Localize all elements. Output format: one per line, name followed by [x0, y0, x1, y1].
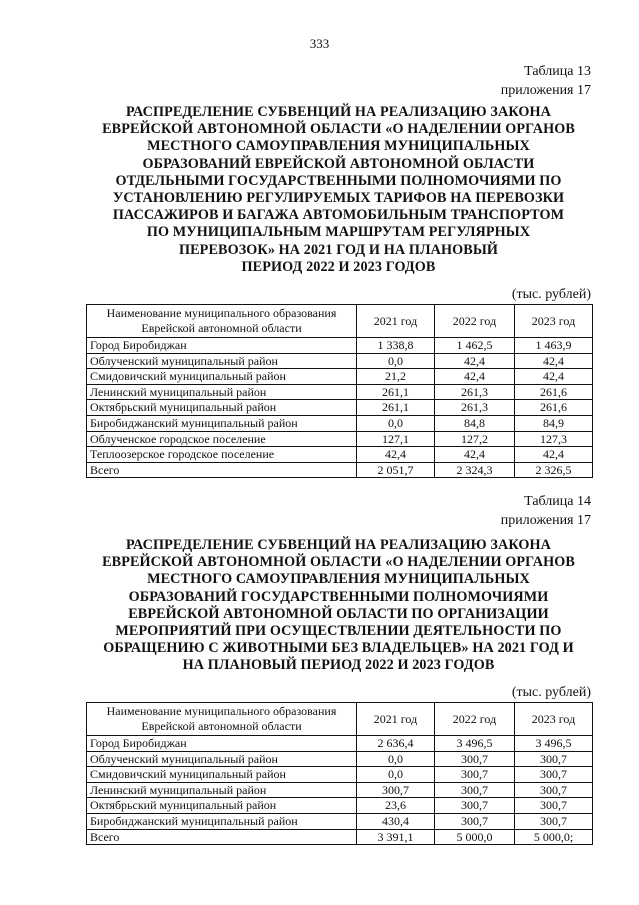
value-2022-cell: 3 496,5 [435, 736, 515, 752]
value-2021-cell: 300,7 [357, 782, 435, 798]
column-header-2023: 2023 год [515, 305, 593, 338]
value-2022-cell: 300,7 [435, 813, 515, 829]
total-label-cell: Всего [87, 829, 357, 845]
title-line: РАСПРЕДЕЛЕНИЕ СУБВЕНЦИЙ НА РЕАЛИЗАЦИЮ ЗАКОНА [126, 537, 551, 553]
municipality-cell: Биробиджанский муниципальный район [87, 813, 357, 829]
value-2023-cell: 3 496,5 [515, 736, 593, 752]
value-2022-cell: 127,2 [435, 431, 515, 447]
column-header-2022: 2022 год [435, 703, 515, 736]
total-2023-cell: 5 000,0; [515, 829, 593, 845]
value-2023-cell: 300,7 [515, 798, 593, 814]
value-2022-cell: 42,4 [435, 353, 515, 369]
title-line: МЕСТНОГО САМОУПРАВЛЕНИЯ МУНИЦИПАЛЬНЫХ [147, 571, 530, 588]
table-total-row [87, 462, 593, 478]
value-2021-cell: 0,0 [357, 353, 435, 369]
value-2021-cell: 261,1 [357, 384, 435, 400]
column-header-municipality: Наименование муниципального образования Еврейской автономной области [87, 703, 357, 736]
municipality-cell: Биробиджанский муниципальный район [87, 415, 357, 431]
title-line: МЕРОПРИЯТИЙ ПРИ ОСУЩЕСТВЛЕНИИ ДЕЯТЕЛЬНОСТИ ПО [115, 623, 562, 640]
municipality-cell: Город Биробиджан [87, 338, 357, 354]
municipality-cell: Октябрьский муниципальный район [87, 798, 357, 814]
value-2021-cell: 1 338,8 [357, 338, 435, 354]
table-row [87, 353, 593, 369]
value-2023-cell: 300,7 [515, 751, 593, 767]
value-2023-cell: 1 463,9 [515, 338, 593, 354]
table-number-label: Таблица 14 [524, 494, 591, 509]
value-2021-cell: 23,6 [357, 798, 435, 814]
title-line: ОБРАЗОВАНИЙ ГОСУДАРСТВЕННЫМИ ПОЛНОМОЧИЯМИ [128, 588, 549, 605]
total-2023-cell: 2 326,5 [515, 462, 593, 478]
title-line: РАСПРЕДЕЛЕНИЕ СУБВЕНЦИЙ НА РЕАЛИЗАЦИЮ ЗАКОНА [126, 104, 551, 120]
municipality-cell: Ленинский муниципальный район [87, 384, 357, 400]
title-line: МЕСТНОГО САМОУПРАВЛЕНИЯ МУНИЦИПАЛЬНЫХ [147, 138, 530, 155]
value-2022-cell: 300,7 [435, 767, 515, 783]
title-line: НА ПЛАНОВЫЙ ПЕРИОД 2022 И 2023 ГОДОВ [182, 657, 495, 674]
value-2021-cell: 0,0 [357, 751, 435, 767]
table-row [87, 338, 593, 354]
total-2022-cell: 5 000,0 [435, 829, 515, 845]
value-2021-cell: 42,4 [357, 447, 435, 463]
page-number: 333 [309, 36, 330, 51]
value-2022-cell: 300,7 [435, 782, 515, 798]
table-row [87, 369, 593, 385]
table-header-row [87, 703, 593, 736]
table-row [87, 447, 593, 463]
municipality-cell: Облученский муниципальный район [87, 353, 357, 369]
municipality-cell: Облученское городское поселение [87, 431, 357, 447]
value-2022-cell: 261,3 [435, 384, 515, 400]
total-2021-cell: 3 391,1 [357, 829, 435, 845]
value-2022-cell: 300,7 [435, 798, 515, 814]
units-label: (тыс. рублей) [511, 685, 591, 700]
value-2021-cell: 261,1 [357, 400, 435, 416]
table-row [87, 400, 593, 416]
table-row [87, 736, 593, 752]
table-13 [86, 304, 593, 478]
value-2023-cell: 300,7 [515, 782, 593, 798]
value-2021-cell: 430,4 [357, 813, 435, 829]
value-2023-cell: 42,4 [515, 353, 593, 369]
value-2022-cell: 42,4 [435, 369, 515, 385]
value-2021-cell: 127,1 [357, 431, 435, 447]
column-header-2023: 2023 год [515, 703, 593, 736]
table-14 [86, 702, 593, 845]
title-line: УСТАНОВЛЕНИЮ РЕГУЛИРУЕМЫХ ТАРИФОВ НА ПЕРЕВОЗКИ [112, 190, 565, 207]
appendix-label: приложения 17 [500, 83, 591, 98]
title-line: ЕВРЕЙСКОЙ АВТОНОМНОЙ ОБЛАСТИ «О НАДЕЛЕНИИ ОРГАНОВ [102, 121, 575, 138]
units-label: (тыс. рублей) [511, 287, 591, 302]
value-2021-cell: 0,0 [357, 415, 435, 431]
title-line: ПАССАЖИРОВ И БАГАЖА АВТОМОБИЛЬНЫМ ТРАНСПОРТОМ [112, 207, 565, 224]
municipality-cell: Теплоозерское городское поселение [87, 447, 357, 463]
value-2023-cell: 42,4 [515, 369, 593, 385]
municipality-cell: Ленинский муниципальный район [87, 782, 357, 798]
table-row [87, 431, 593, 447]
title-line: ОТДЕЛЬНЫМИ ГОСУДАРСТВЕННЫМИ ПОЛНОМОЧИЯМИ ПО [115, 172, 562, 189]
value-2022-cell: 42,4 [435, 447, 515, 463]
municipality-cell: Облученский муниципальный район [87, 751, 357, 767]
municipality-cell: Смидовичский муниципальный район [87, 369, 357, 385]
value-2023-cell: 42,4 [515, 447, 593, 463]
table-13-title [86, 104, 591, 276]
title-line: ПО МУНИЦИПАЛЬНЫМ МАРШРУТАМ РЕГУЛЯРНЫХ [146, 224, 531, 241]
table-total-row [87, 829, 593, 845]
column-header-2021: 2021 год [357, 703, 435, 736]
value-2021-cell: 0,0 [357, 767, 435, 783]
column-header-2022: 2022 год [435, 305, 515, 338]
value-2022-cell: 300,7 [435, 751, 515, 767]
municipality-cell: Город Биробиджан [87, 736, 357, 752]
value-2021-cell: 2 636,4 [357, 736, 435, 752]
title-line: ОБРАЗОВАНИЙ ЕВРЕЙСКОЙ АВТОНОМНОЙ ОБЛАСТИ [142, 155, 535, 172]
value-2022-cell: 84,8 [435, 415, 515, 431]
value-2023-cell: 84,9 [515, 415, 593, 431]
title-line: ЕВРЕЙСКОЙ АВТОНОМНОЙ ОБЛАСТИ ПО ОРГАНИЗАЦИИ [128, 605, 549, 622]
table-header-row [87, 305, 593, 338]
table-13-reference [501, 62, 591, 100]
table-14-title [86, 537, 591, 675]
title-line: ЕВРЕЙСКОЙ АВТОНОМНОЙ ОБЛАСТИ «О НАДЕЛЕНИИ ОРГАНОВ [102, 554, 575, 571]
table-row [87, 782, 593, 798]
value-2021-cell: 21,2 [357, 369, 435, 385]
municipality-cell: Октябрьский муниципальный район [87, 400, 357, 416]
table-row [87, 798, 593, 814]
table-row [87, 415, 593, 431]
table-row [87, 751, 593, 767]
value-2022-cell: 1 462,5 [435, 338, 515, 354]
column-header-2021: 2021 год [357, 305, 435, 338]
value-2022-cell: 261,3 [435, 400, 515, 416]
value-2023-cell: 127,3 [515, 431, 593, 447]
table-number-label: Таблица 13 [524, 64, 591, 79]
table-14-reference [501, 492, 591, 530]
total-2022-cell: 2 324,3 [435, 462, 515, 478]
appendix-label: приложения 17 [500, 513, 591, 528]
column-header-municipality: Наименование муниципального образования Еврейской автономной области [87, 305, 357, 338]
table-row [87, 767, 593, 783]
title-line: ПЕРЕВОЗОК» НА 2021 ГОД И НА ПЛАНОВЫЙ [178, 241, 498, 258]
table-row [87, 384, 593, 400]
value-2023-cell: 261,6 [515, 400, 593, 416]
title-line: ПЕРИОД 2022 И 2023 ГОДОВ [241, 258, 436, 275]
title-line: ОБРАЩЕНИЮ С ЖИВОТНЫМИ БЕЗ ВЛАДЕЛЬЦЕВ» НА 2021 ГОД И [103, 640, 574, 657]
total-2021-cell: 2 051,7 [357, 462, 435, 478]
municipality-cell: Смидовичский муниципальный район [87, 767, 357, 783]
total-label-cell: Всего [87, 462, 357, 478]
value-2023-cell: 261,6 [515, 384, 593, 400]
value-2023-cell: 300,7 [515, 813, 593, 829]
table-row [87, 813, 593, 829]
value-2023-cell: 300,7 [515, 767, 593, 783]
